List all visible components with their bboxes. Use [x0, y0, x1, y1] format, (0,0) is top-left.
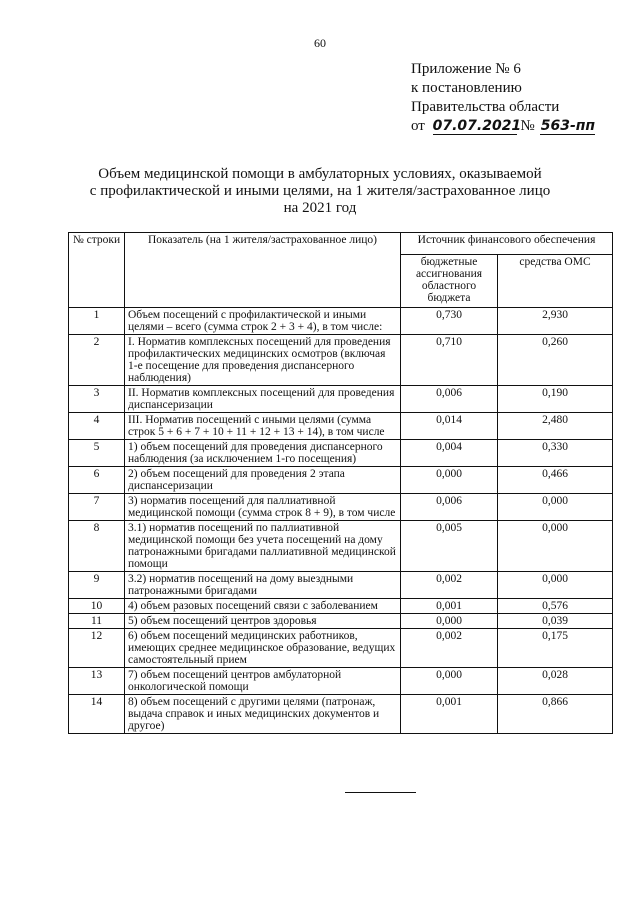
appendix-date-line — [411, 117, 595, 136]
handwritten-date: 07.07.2021 — [432, 118, 522, 134]
row-budget-value: 0,004 — [401, 440, 498, 467]
row-budget-value: 0,006 — [401, 386, 498, 413]
header-funding-source: Источник финансового обеспечения — [401, 233, 613, 255]
row-oms-value: 0,000 — [498, 494, 613, 521]
row-indicator: I. Норматив комплексных посещений для проведения профилактических медицинских осмотров (включая 1-е посещение для проведения диспансерного наблюдения) — [125, 335, 401, 386]
table-row — [69, 521, 613, 572]
appendix-line-1: Приложение № 6 — [411, 61, 521, 77]
title-line-2: с профилактической и иными целями, на 1 жителя/застрахованное лицо — [89, 183, 551, 199]
row-oms-value: 2,930 — [498, 308, 613, 335]
handwritten-number: 563-пп — [540, 118, 596, 134]
row-indicator: II. Норматив комплексных посещений для проведения диспансеризации — [125, 386, 401, 413]
appendix-block — [411, 60, 595, 136]
row-number: 4 — [69, 413, 125, 440]
row-oms-value: 0,190 — [498, 386, 613, 413]
row-indicator: 2) объем посещений для проведения 2 этапа диспансеризации — [125, 467, 401, 494]
row-oms-value: 0,000 — [498, 572, 613, 599]
row-budget-value: 0,000 — [401, 467, 498, 494]
row-oms-value: 2,480 — [498, 413, 613, 440]
row-indicator: 3) норматив посещений для паллиативной медицинской помощи (сумма строк 8 + 9), в том числе — [125, 494, 401, 521]
row-indicator: 6) объем посещений медицинских работников, имеющих среднее медицинское образование, ведущих самостоятельный прием — [125, 629, 401, 668]
row-oms-value: 0,466 — [498, 467, 613, 494]
table-row — [69, 572, 613, 599]
table-row — [69, 695, 613, 734]
row-number: 13 — [69, 668, 125, 695]
row-number: 3 — [69, 386, 125, 413]
title-line-1: Объем медицинской помощи в амбулаторных условиях, оказываемой — [98, 166, 542, 182]
table-row — [69, 440, 613, 467]
row-budget-value: 0,710 — [401, 335, 498, 386]
table-row — [69, 494, 613, 521]
row-number: 7 — [69, 494, 125, 521]
appendix-line-2: к постановлению — [411, 80, 522, 96]
number-prefix: № — [520, 118, 535, 134]
row-number: 12 — [69, 629, 125, 668]
table-row — [69, 629, 613, 668]
date-prefix: от — [411, 118, 425, 134]
table-row — [69, 668, 613, 695]
row-budget-value: 0,014 — [401, 413, 498, 440]
table-row — [69, 599, 613, 614]
header-indicator: Показатель (на 1 жителя/застрахованное лицо) — [125, 233, 401, 308]
header-row — [69, 233, 613, 255]
header-row-number: № строки — [69, 233, 125, 308]
row-budget-value: 0,000 — [401, 668, 498, 695]
row-oms-value: 0,039 — [498, 614, 613, 629]
header-oms: средства ОМС — [498, 255, 613, 308]
row-oms-value: 0,175 — [498, 629, 613, 668]
appendix-line-3: Правительства области — [411, 99, 560, 115]
row-number: 6 — [69, 467, 125, 494]
table-row — [69, 335, 613, 386]
row-oms-value: 0,028 — [498, 668, 613, 695]
document-title — [0, 166, 640, 217]
row-number: 9 — [69, 572, 125, 599]
row-number: 8 — [69, 521, 125, 572]
row-budget-value: 0,005 — [401, 521, 498, 572]
table-row — [69, 467, 613, 494]
row-indicator: 7) объем посещений центров амбулаторной онкологической помощи — [125, 668, 401, 695]
row-budget-value: 0,002 — [401, 629, 498, 668]
row-indicator: 8) объем посещений с другими целями (патронаж, выдача справок и иных медицинских документов и другое) — [125, 695, 401, 734]
row-budget-value: 0,001 — [401, 599, 498, 614]
row-oms-value: 0,330 — [498, 440, 613, 467]
row-number: 10 — [69, 599, 125, 614]
row-indicator: III. Норматив посещений с иными целями (сумма строк 5 + 6 + 7 + 10 + 11 + 12 + 13 + 14), в том числе — [125, 413, 401, 440]
row-indicator: 3.1) норматив посещений по паллиативной медицинской помощи без учета посещений на дому патронажными бригадами паллиативной медицинской помощи — [125, 521, 401, 572]
row-number: 1 — [69, 308, 125, 335]
header-budget: бюджетные ассигнования областного бюджета — [401, 255, 498, 308]
row-number: 14 — [69, 695, 125, 734]
row-indicator: 4) объем разовых посещений связи с заболеванием — [125, 599, 401, 614]
table-row — [69, 614, 613, 629]
table-row — [69, 386, 613, 413]
row-budget-value: 0,006 — [401, 494, 498, 521]
row-oms-value: 0,866 — [498, 695, 613, 734]
table-row — [69, 413, 613, 440]
row-number: 11 — [69, 614, 125, 629]
footer-line — [345, 792, 416, 793]
page-number: 60 — [314, 36, 326, 50]
row-indicator: 3.2) норматив посещений на дому выездными патронажными бригадами — [125, 572, 401, 599]
row-number: 2 — [69, 335, 125, 386]
row-budget-value: 0,730 — [401, 308, 498, 335]
table-row — [69, 308, 613, 335]
row-indicator: 1) объем посещений для проведения диспансерного наблюдения (за исключением 1-го посещения) — [125, 440, 401, 467]
title-line-3: на 2021 год — [283, 200, 357, 216]
row-number: 5 — [69, 440, 125, 467]
row-oms-value: 0,576 — [498, 599, 613, 614]
row-budget-value: 0,000 — [401, 614, 498, 629]
row-budget-value: 0,002 — [401, 572, 498, 599]
row-oms-value: 0,260 — [498, 335, 613, 386]
row-budget-value: 0,001 — [401, 695, 498, 734]
row-indicator: Объем посещений с профилактической и иными целями – всего (сумма строк 2 + 3 + 4), в том числе: — [125, 308, 401, 335]
volume-table — [68, 232, 613, 734]
row-indicator: 5) объем посещений центров здоровья — [125, 614, 401, 629]
row-oms-value: 0,000 — [498, 521, 613, 572]
